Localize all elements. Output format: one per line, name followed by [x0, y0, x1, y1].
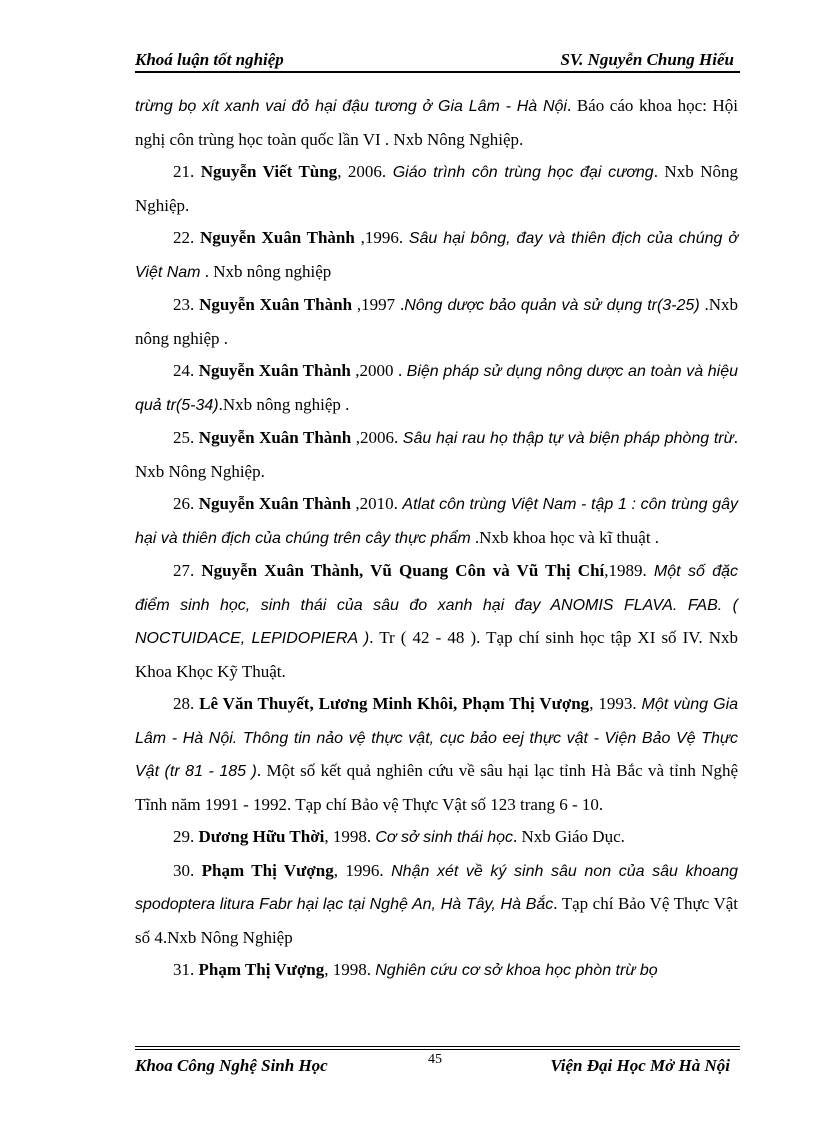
ref-title: Một số đặc điểm sinh học, sinh thái của sâu đo xanh hại đay ANOMIS FLAVA. FAB. ( NOCTUIDACE, LEPIDOPIERA )	[135, 563, 738, 647]
reference-item	[135, 355, 738, 422]
reference-list	[135, 90, 738, 988]
ref-author: Phạm Thị Vượng	[201, 860, 334, 880]
reference-item	[135, 688, 738, 821]
reference-item	[135, 555, 738, 688]
ref-author: Dương Hữu Thời	[198, 827, 325, 846]
reference-item	[135, 222, 738, 289]
ref-title: Biện pháp sử dụng nông dược an toàn và hiệu quả tr(5-34)	[135, 363, 739, 414]
ref-year: , 2006.	[337, 162, 393, 181]
ref-author: Nguyễn Xuân Thành	[199, 295, 353, 314]
ref-year: , 1998.	[324, 827, 376, 846]
reference-item	[135, 422, 738, 488]
ref-title: Nghiên cứu cơ sở khoa học phòn trừ bọ	[375, 962, 658, 979]
footer-faculty: Khoa Công Nghệ Sinh Học	[135, 1056, 328, 1075]
ref-author: Nguyễn Xuân Thành	[198, 494, 351, 513]
ref-details: .Nxb nông nghiệp .	[218, 394, 350, 414]
ref-year: ,2010.	[350, 494, 403, 513]
ref-number: 29.	[173, 827, 195, 846]
ref-details: . Nxb Nông Nghiệp.	[135, 162, 738, 215]
ref-title: Nông dược bảo quản và sử dụng tr(3-25)	[404, 297, 700, 314]
ref-author: Nguyễn Xuân Thành, Vũ Quang Côn và Vũ Thị Chí	[201, 561, 605, 580]
ref-details: . Báo cáo khoa học: Hội nghị côn trùng học toàn quốc lần VI . Nxb Nông Nghiệp.	[135, 96, 738, 149]
footer-rule	[135, 1046, 740, 1047]
ref-details: . Nxb Giáo Dục.	[512, 827, 625, 846]
ref-number: 30.	[173, 860, 195, 880]
header-thesis-label: Khoá luận tốt nghiệp	[135, 50, 284, 69]
ref-year: , 1993.	[589, 694, 642, 713]
ref-number: 27.	[173, 561, 195, 580]
ref-details: .Nxb khoa học và kĩ thuật .	[470, 527, 660, 547]
ref-details: . Tạp chí Bảo Vệ Thực Vật số 4.Nxb Nông Nghiệp	[135, 894, 738, 947]
header-student-name: SV. Nguyễn Chung Hiếu	[560, 50, 734, 69]
ref-title: Sâu hại rau họ thập tự và biện pháp phòng trừ	[402, 430, 734, 447]
ref-number: 24.	[173, 361, 195, 380]
ref-number: 26.	[173, 494, 195, 513]
page-footer	[135, 1046, 740, 1086]
ref-year: , 1998.	[324, 960, 376, 979]
ref-title: Cơ sở sinh thái học	[375, 829, 513, 846]
ref-number: 25.	[173, 428, 195, 447]
reference-items	[135, 156, 738, 988]
reference-item	[135, 954, 738, 988]
ref-year: ,2000 .	[350, 361, 407, 380]
reference-item	[135, 821, 738, 855]
ref-details: . Một số kết quả nghiên cứu về sâu hại lạc tỉnh Hà Bắc và tỉnh Nghệ Tĩnh năm 1991 - 1992. Tạp chí Bảo vệ Thực Vật số 123 trang 6 - 10.	[135, 761, 738, 814]
ref-author: Nguyễn Xuân Thành	[198, 361, 351, 380]
ref-title: Atlat côn trùng Việt Nam - tập 1 : côn trùng gây hại và thiên địch của chúng trên cây thực phẩm	[135, 496, 738, 547]
ref-number: 28.	[173, 694, 195, 713]
ref-details: .Nxb nông nghiệp .	[135, 295, 739, 348]
page-header	[135, 50, 740, 72]
page-number: 45	[428, 1052, 442, 1067]
ref-title: Giáo trình côn trùng học đại cương	[392, 164, 654, 181]
ref-details: . Nxb nông nghiệp	[200, 261, 332, 281]
reference-continuation	[135, 90, 738, 156]
ref-details: . Tr ( 42 - 48 ). Tạp chí sinh học tập XI số IV. Nxb Khoa Khọc Kỹ Thuật.	[135, 628, 738, 681]
footer-institution: Viện Đại Học Mở Hà Nội	[550, 1056, 730, 1075]
reference-item	[135, 488, 738, 555]
ref-title: Sâu hại bông, đay và thiên địch của chúng ở Việt Nam	[135, 230, 738, 281]
reference-item	[135, 156, 738, 222]
ref-author: Nguyễn Viết Tùng	[200, 162, 338, 181]
ref-title: Nhận xét về ký sinh sâu non của sâu khoang spodoptera litura Fabr hại lạc tại Nghệ An, Hà Tây, Hà Bắc	[135, 862, 739, 913]
ref-year: , 1996.	[333, 860, 392, 880]
ref-author: Lê Văn Thuyết, Lương Minh Khôi, Phạm Thị Vượng	[199, 694, 590, 713]
ref-year: ,1997 .	[352, 295, 405, 314]
ref-number: 21.	[173, 162, 195, 181]
ref-details: . Nxb Nông Nghiệp.	[135, 428, 739, 481]
ref-title: trừng bọ xít xanh vai đỏ hại đậu tương ở Gia Lâm - Hà Nội	[135, 98, 567, 115]
ref-number: 22.	[173, 228, 195, 247]
ref-number: 23.	[173, 295, 195, 314]
ref-number: 31.	[173, 960, 195, 979]
ref-year: ,1996.	[354, 228, 409, 247]
header-rule	[135, 71, 740, 73]
ref-year: ,2006.	[351, 428, 403, 447]
ref-author: Phạm Thị Vượng	[198, 960, 325, 979]
ref-author: Nguyễn Xuân Thành	[200, 228, 355, 247]
ref-year: ,1989.	[604, 561, 654, 580]
reference-item	[135, 855, 738, 955]
footer-rule-double	[135, 1049, 740, 1050]
reference-item	[135, 289, 738, 355]
ref-title: Một vùng Gia Lâm - Hà Nội. Thông tin nảo vệ thực vật, cục bảo eej thực vật - Viện Bảo Vệ Thực Vật (tr 81 - 185 )	[135, 696, 739, 780]
ref-author: Nguyễn Xuân Thành	[198, 428, 352, 447]
